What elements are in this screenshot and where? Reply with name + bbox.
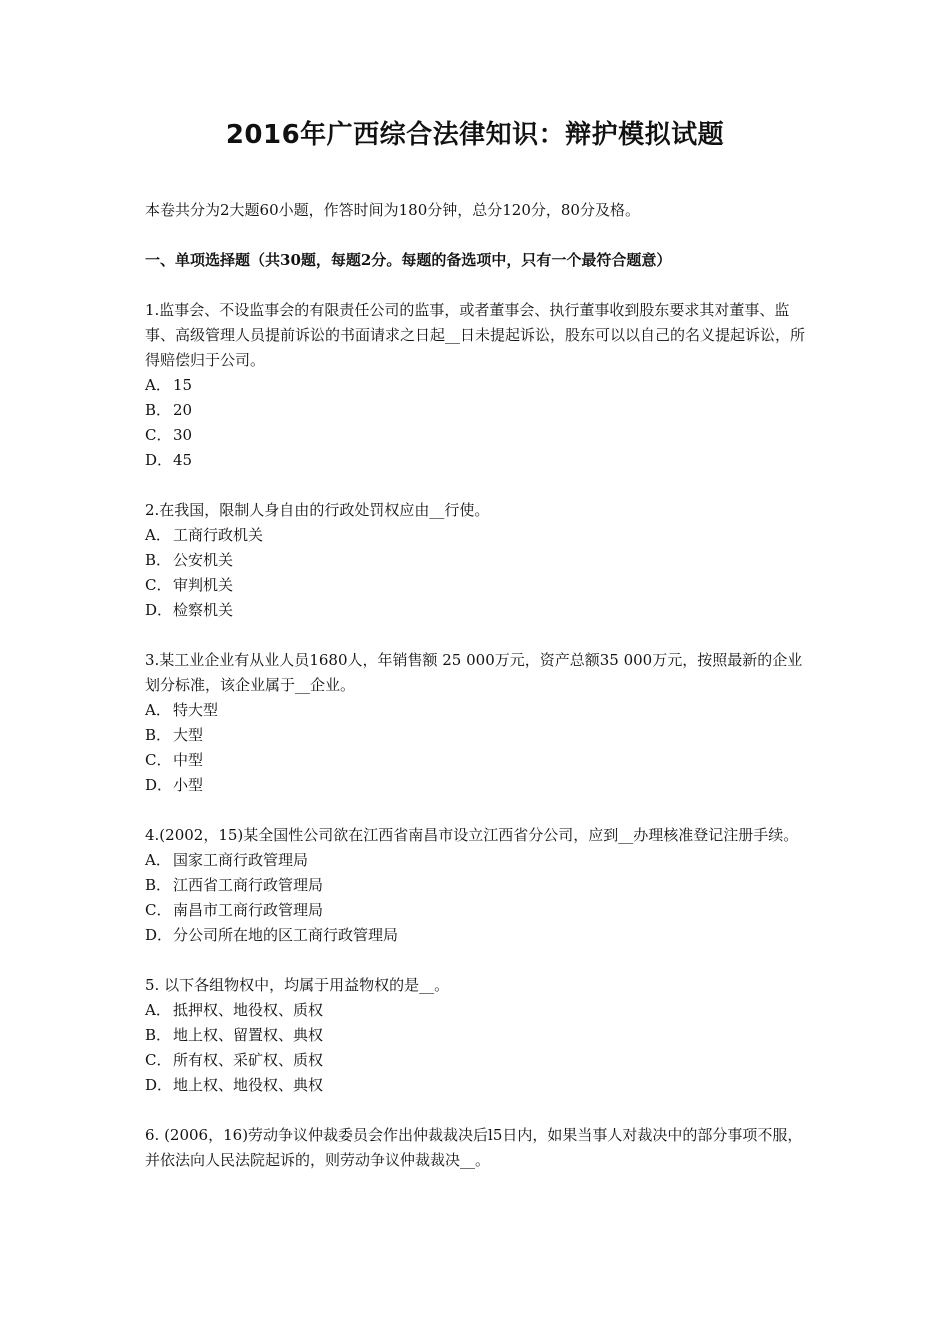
option-text: 工商行政机关	[173, 526, 264, 544]
option-letter: B．	[145, 401, 172, 419]
option-b	[145, 873, 815, 898]
option-letter: D．	[145, 776, 173, 794]
option-text: 国家工商行政管理局	[173, 851, 309, 869]
option-b	[145, 723, 815, 748]
option-letter: B．	[145, 551, 172, 569]
question-2	[145, 498, 815, 623]
option-letter: D．	[145, 451, 173, 469]
question-5	[145, 973, 815, 1098]
option-letter: A．	[145, 1001, 171, 1019]
option-letter: A．	[145, 851, 171, 869]
option-list	[145, 373, 815, 473]
option-d	[145, 598, 815, 623]
option-d	[145, 923, 815, 948]
option-a	[145, 698, 815, 723]
option-a	[145, 848, 815, 873]
question-stem: 6. (2006，16)劳动争议仲裁委员会作出仲裁裁决后l5日内，如果当事人对裁决中的部分事项不服，并依法向人民法院起诉的，则劳动争议仲裁裁决__。	[145, 1126, 803, 1169]
option-text: 所有权、采矿权、质权	[173, 1051, 324, 1069]
option-letter: C．	[145, 576, 172, 594]
option-letter: D．	[145, 926, 173, 944]
option-text: 抵押权、地役权、质权	[173, 1001, 324, 1019]
document-body	[145, 198, 815, 1198]
option-c	[145, 423, 815, 448]
option-list	[145, 523, 815, 623]
section-heading: 一、单项选择题（共30题，每题2分。每题的备选项中，只有一个最符合题意）	[145, 251, 672, 269]
option-text: 江西省工商行政管理局	[173, 876, 324, 894]
question-6	[145, 1123, 815, 1173]
option-c	[145, 898, 815, 923]
option-text: 分公司所在地的区工商行政管理局	[173, 926, 399, 944]
option-text: 审判机关	[173, 576, 234, 594]
option-list	[145, 698, 815, 798]
option-list	[145, 848, 815, 948]
option-text: 45	[173, 451, 193, 469]
question-stem: 4.(2002，15)某全国性公司欲在江西省南昌市设立江西省分公司，应到__办理核准登记注册手续。	[145, 826, 799, 844]
option-d	[145, 773, 815, 798]
option-text: 30	[173, 426, 193, 444]
option-text: 小型	[173, 776, 204, 794]
option-text: 地上权、地役权、典权	[173, 1076, 324, 1094]
option-letter: C．	[145, 751, 172, 769]
option-letter: C．	[145, 1051, 172, 1069]
option-letter: A．	[145, 526, 171, 544]
option-c	[145, 1048, 815, 1073]
option-b	[145, 398, 815, 423]
option-text: 南昌市工商行政管理局	[173, 901, 324, 919]
question-stem: 3.某工业企业有从业人员1680人，年销售额 25 000万元，资产总额35 000万元，按照最新的企业划分标准，该企业属于__企业。	[145, 651, 803, 694]
question-3	[145, 648, 815, 798]
option-letter: A．	[145, 701, 171, 719]
option-a	[145, 523, 815, 548]
option-a	[145, 373, 815, 398]
question-stem: 1.监事会、不设监事会的有限责任公司的监事，或者董事会、执行董事收到股东要求其对董事、监事、高级管理人员提前诉讼的书面请求之日起__日未提起诉讼，股东可以以自己的名义提起诉讼，所得赔偿归于公司。	[145, 301, 806, 369]
option-text: 15	[173, 376, 193, 394]
option-letter: C．	[145, 426, 172, 444]
option-letter: D．	[145, 601, 173, 619]
question-4	[145, 823, 815, 948]
option-d	[145, 448, 815, 473]
option-list	[145, 998, 815, 1098]
option-letter: A．	[145, 376, 171, 394]
exam-intro: 本卷共分为2大题60小题，作答时间为180分钟，总分120分，80分及格。	[145, 201, 640, 219]
option-d	[145, 1073, 815, 1098]
option-b	[145, 1023, 815, 1048]
option-letter: B．	[145, 726, 172, 744]
question-1	[145, 298, 815, 473]
option-c	[145, 748, 815, 773]
question-stem: 5. 以下各组物权中，均属于用益物权的是__。	[145, 976, 450, 994]
option-text: 公安机关	[173, 551, 234, 569]
option-text: 大型	[173, 726, 204, 744]
option-text: 检察机关	[173, 601, 234, 619]
option-text: 地上权、留置权、典权	[173, 1026, 324, 1044]
question-stem: 2.在我国，限制人身自由的行政处罚权应由__行使。	[145, 501, 490, 519]
option-letter: B．	[145, 1026, 172, 1044]
option-letter: B．	[145, 876, 172, 894]
option-b	[145, 548, 815, 573]
option-text: 特大型	[173, 701, 219, 719]
option-letter: D．	[145, 1076, 173, 1094]
option-text: 20	[173, 401, 193, 419]
option-text: 中型	[173, 751, 204, 769]
option-a	[145, 998, 815, 1023]
option-letter: C．	[145, 901, 172, 919]
document-title: 2016年广西综合法律知识：辩护模拟试题	[225, 120, 725, 150]
option-c	[145, 573, 815, 598]
